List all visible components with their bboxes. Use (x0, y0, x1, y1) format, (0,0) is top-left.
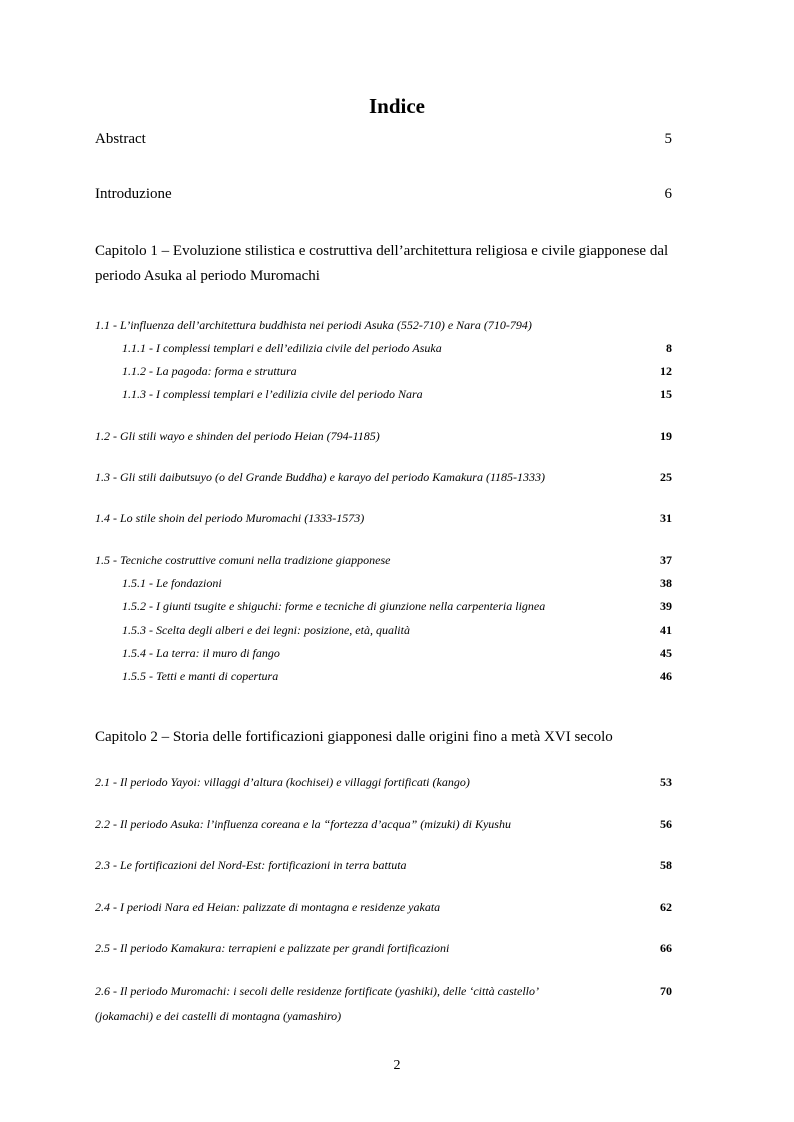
toc-entry-text: 1.5.4 - La terra: il muro di fango (122, 646, 280, 660)
toc-page-number: 39 (660, 599, 672, 613)
toc-entry-text: 1.1.2 - La pagoda: forma e struttura (122, 364, 297, 378)
toc-page-number: 53 (660, 775, 672, 789)
toc-entry-text: 2.4 - I periodi Nara ed Heian: palizzate di montagna e residenze yakata (95, 900, 441, 914)
page-title: Indice (368, 94, 425, 118)
toc-entry-text: 2.2 - Il periodo Asuka: l’influenza coreana e la “fortezza d’acqua” (mizuki) di Kyushu (95, 817, 511, 831)
toc-page-number: 31 (660, 511, 672, 525)
toc-entry-text: 1.3 - Gli stili daibutsuyo (o del Grande Buddha) e karayo del periodo Kamakura (1185-1333) (95, 470, 546, 484)
toc-entry-text: Introduzione (95, 186, 172, 202)
toc-entry-text: 2.3 - Le fortificazioni del Nord-Est: fortificazioni in terra battuta (95, 858, 407, 872)
toc-page-number: 62 (660, 900, 672, 914)
toc-page-number: 37 (660, 553, 672, 567)
toc-page-number: 45 (660, 646, 672, 660)
toc-page-number: 5 (664, 131, 672, 147)
toc-entry-text: 2.6 - Il periodo Muromachi: i secoli delle residenze fortificate (yashiki), delle ‘città castello’ (jokamachi) e dei castelli di montagna (yamashiro) (95, 984, 538, 1023)
toc-page-number: 41 (660, 623, 672, 637)
toc-page-number: 56 (660, 817, 672, 831)
toc-page-number: 38 (660, 576, 672, 590)
toc-entry-text: 1.5.2 - I giunti tsugite e shiguchi: forme e tecniche di giunzione nella carpenteria lignea (122, 599, 546, 613)
toc-page-number: 12 (660, 364, 672, 378)
toc-entry-text: 1.5 - Tecniche costruttive comuni nella tradizione giapponese (95, 553, 391, 567)
toc-entry-text: Abstract (95, 131, 146, 147)
toc-chapter-title: Capitolo 1 – Evoluzione stilistica e costruttiva dell’architettura religiosa e civile giapponese dal periodo Asuka al periodo Muromachi (95, 243, 669, 284)
toc-page-number: 19 (660, 429, 672, 443)
footer-page-number: 2 (393, 1058, 401, 1073)
toc-page-number: 15 (660, 387, 672, 401)
toc-entry-text: 1.1 - L’influenza dell’architettura buddhista nei periodi Asuka (552-710) e Nara (710-794) (95, 318, 532, 332)
toc-page-number: 66 (660, 941, 672, 955)
toc-page-number: 8 (666, 341, 672, 355)
toc-entry-text: 1.5.5 - Tetti e manti di copertura (122, 669, 279, 683)
toc-entry-text: 1.5.1 - Le fondazioni (122, 576, 222, 590)
toc-page-number: 6 (664, 186, 672, 202)
toc-page-number: 70 (660, 984, 672, 998)
toc-entry-text: 1.1.1 - I complessi templari e dell’edilizia civile del periodo Asuka (122, 341, 442, 355)
toc-chapter-title: Capitolo 2 – Storia delle fortificazioni giapponesi dalle origini fino a metà XVI secolo (95, 729, 613, 745)
toc-entry-text: 1.5.3 - Scelta degli alberi e dei legni: posizione, età, qualità (122, 623, 410, 637)
toc-entry-text: 1.4 - Lo stile shoin del periodo Muromachi (1333-1573) (95, 511, 365, 525)
toc-entry-text: 2.5 - Il periodo Kamakura: terrapieni e palizzate per grandi fortificazioni (95, 941, 450, 955)
toc-entry-text: 1.2 - Gli stili wayo e shinden del periodo Heian (794-1185) (95, 429, 380, 443)
toc-entry-text: 1.1.3 - I complessi templari e l’edilizia civile del periodo Nara (122, 387, 423, 401)
toc-page-number: 25 (660, 470, 672, 484)
toc-page-number: 58 (660, 858, 672, 872)
toc-page-number: 46 (660, 669, 672, 683)
toc-entry-text: 2.1 - Il periodo Yayoi: villaggi d’altura (kochisei) e villaggi fortificati (kango) (95, 775, 470, 789)
